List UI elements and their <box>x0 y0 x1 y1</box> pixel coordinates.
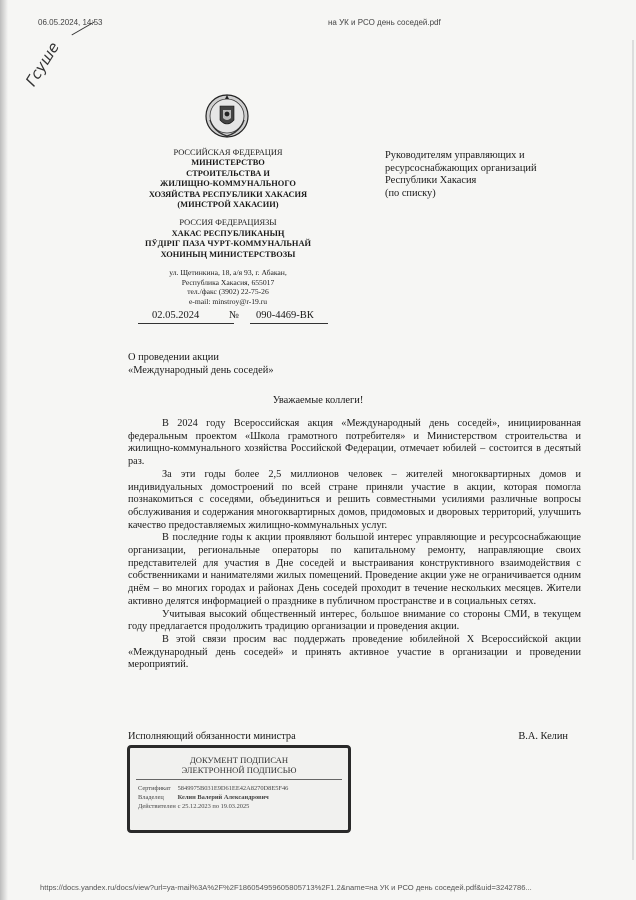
addressee-line: Республики Хакасия <box>385 175 477 187</box>
letterhead-kh-line: ХОНИНЫҢ МИНИСТЕРСТВОЗЫ <box>160 249 296 259</box>
letter-subject <box>128 352 274 378</box>
print-datetime: 06.05.2024, 14:53 <box>38 18 103 27</box>
letterhead-ru-line: ЖИЛИЩНО-КОММУНАЛЬНОГО <box>160 179 296 189</box>
body-paragraph: Учитывая высокий общественный интерес, большое внимание со стороны СМИ, в текущем году предлагается продолжить традицию организации и проведения акции. <box>128 608 581 633</box>
stamp-title <box>130 755 348 775</box>
stamp-value: Келин Валерий Александрович <box>177 794 269 801</box>
date-underline <box>138 323 234 324</box>
registration-date: 02.05.2024 <box>152 310 200 321</box>
stamp-divider <box>136 779 342 780</box>
letterhead-ru-line: МИНИСТЕРСТВО <box>191 158 265 168</box>
stamp-title-line: ДОКУМЕНТ ПОДПИСАН <box>189 755 289 765</box>
signer-position: Исполняющий обязанности министра <box>128 731 296 742</box>
stamp-value: с 25.12.2023 по 19.03.2025 <box>177 803 250 810</box>
letterhead-kh-line: РОССИЯ ФЕДЕРАЦИЯЗЫ <box>179 218 277 228</box>
e-signature-stamp <box>127 745 351 833</box>
letterhead <box>138 148 318 306</box>
addressee-block <box>385 150 585 200</box>
stamp-cert-row <box>130 784 348 793</box>
subject-line: «Международный день соседей» <box>128 364 274 376</box>
address-line: Республика Хакасия, 655017 <box>181 277 275 287</box>
stamp-owner-row <box>130 793 348 802</box>
letter-body <box>128 418 581 672</box>
body-paragraph: За эти годы более 2,5 миллионов человек – жителей многоквартирных домов и индивидуальных домостроений по всей стране приняли участие в акции, которая помогла познакомиться с соседями, объединиться и решить совместными усилиями различные вопросы обслуживания и содержания многоквартирных домов, придомовых и дворовых территорий, улучшить качество предоставляемых жилищно-коммунальных услуг. <box>128 468 581 531</box>
stamp-title-line: ЭЛЕКТРОННОЙ ПОДПИСЬЮ <box>181 765 297 775</box>
stamp-valid-row <box>130 802 348 811</box>
letterhead-khakas <box>138 218 318 260</box>
print-doc-title: на УК и РСО день соседей.pdf <box>328 18 441 27</box>
stamp-label: Сертификат <box>138 785 171 792</box>
address-line: ул. Щетинкина, 18, а/я 93, г. Абакан, <box>169 268 287 278</box>
scan-edge-line <box>632 40 634 860</box>
scan-edge-shadow <box>0 0 8 900</box>
stamp-label: Владелец <box>138 794 164 801</box>
coat-of-arms-icon <box>204 90 250 142</box>
addressee-line: (по списку) <box>385 187 436 199</box>
body-paragraph: В этой связи просим вас поддержать проведение юбилейной X Всероссийской акции «Международный день соседей» и принять активное участие в организации и проведении мероприятий. <box>128 633 581 671</box>
letterhead-kh-line: ПӰДIРIГ ПАЗА ЧУРТ-КОММУНАЛЬНАЙ <box>144 239 312 249</box>
handwritten-note: Гсуше <box>22 38 63 90</box>
phone-line: тел./факс (3902) 22-75-26 <box>187 287 269 297</box>
addressee-line: Руководителям управляющих и <box>385 150 525 161</box>
letterhead-ru-line: РОССИЙСКАЯ ФЕДЕРАЦИЯ <box>173 148 283 157</box>
print-footer-url: https://docs.yandex.ru/docs/view?url=ya-mail%3A%2F%2F186054959605805713%2F1.2&name=на УК и РСО день соседей.pdf&uid=3242786... <box>40 883 532 892</box>
subject-line: О проведении акции <box>128 352 219 363</box>
number-underline <box>250 323 328 324</box>
email-line: e-mail: minstroy@r-19.ru <box>188 296 268 306</box>
letterhead-ru-line: ХОЗЯЙСТВА РЕСПУБЛИКИ ХАКАСИЯ <box>148 189 308 199</box>
letterhead-russian <box>138 148 318 210</box>
ministry-address <box>138 268 318 306</box>
greeting: Уважаемые коллеги! <box>272 395 364 406</box>
body-paragraph: В последние годы к акции проявляют большой интерес управляющие и ресурсоснабжающие организации, региональные операторы по капитальному ремонту, направляющие своих представителей для участия в Дне соседей и выстраивания конструктивного взаимодействия с собственниками и нанимателями жилых помещений. Проведение акции уже не ограничивается одним днём – во многих городах и районах День соседей проходит в течение нескольких месяцев. Жители активно делятся информацией о празднике в публичном пространстве и в социальных сетях. <box>128 532 581 607</box>
signer-name: В.А. Келин <box>518 731 568 742</box>
body-paragraph: В 2024 году Всероссийская акция «Международный день соседей», инициированная федеральным проектом «Школа грамотного потребителя» и Министерством строительства и жилищно-коммунального хозяйства Российской Федерации, отмечает юбилей – состоится в десятый раз. <box>128 418 581 468</box>
letterhead-ru-line: СТРОИТЕЛЬСТВА И <box>186 168 270 178</box>
number-sign: № <box>229 310 240 321</box>
letterhead-ru-line: (МИНСТРОЙ ХАКАСИИ) <box>177 200 279 210</box>
stamp-label: Действителен <box>138 803 176 810</box>
registration-number: 090-4469-ВК <box>256 310 314 321</box>
letterhead-kh-line: ХАКАС РЕСПУБЛИКАНЫҢ <box>171 228 285 238</box>
addressee-line: ресурсоснабжающих организаций <box>385 162 537 174</box>
signature-row <box>128 731 568 742</box>
stamp-value: 5849975B031E9D61EE42A8270D8E5F46 <box>177 785 289 792</box>
